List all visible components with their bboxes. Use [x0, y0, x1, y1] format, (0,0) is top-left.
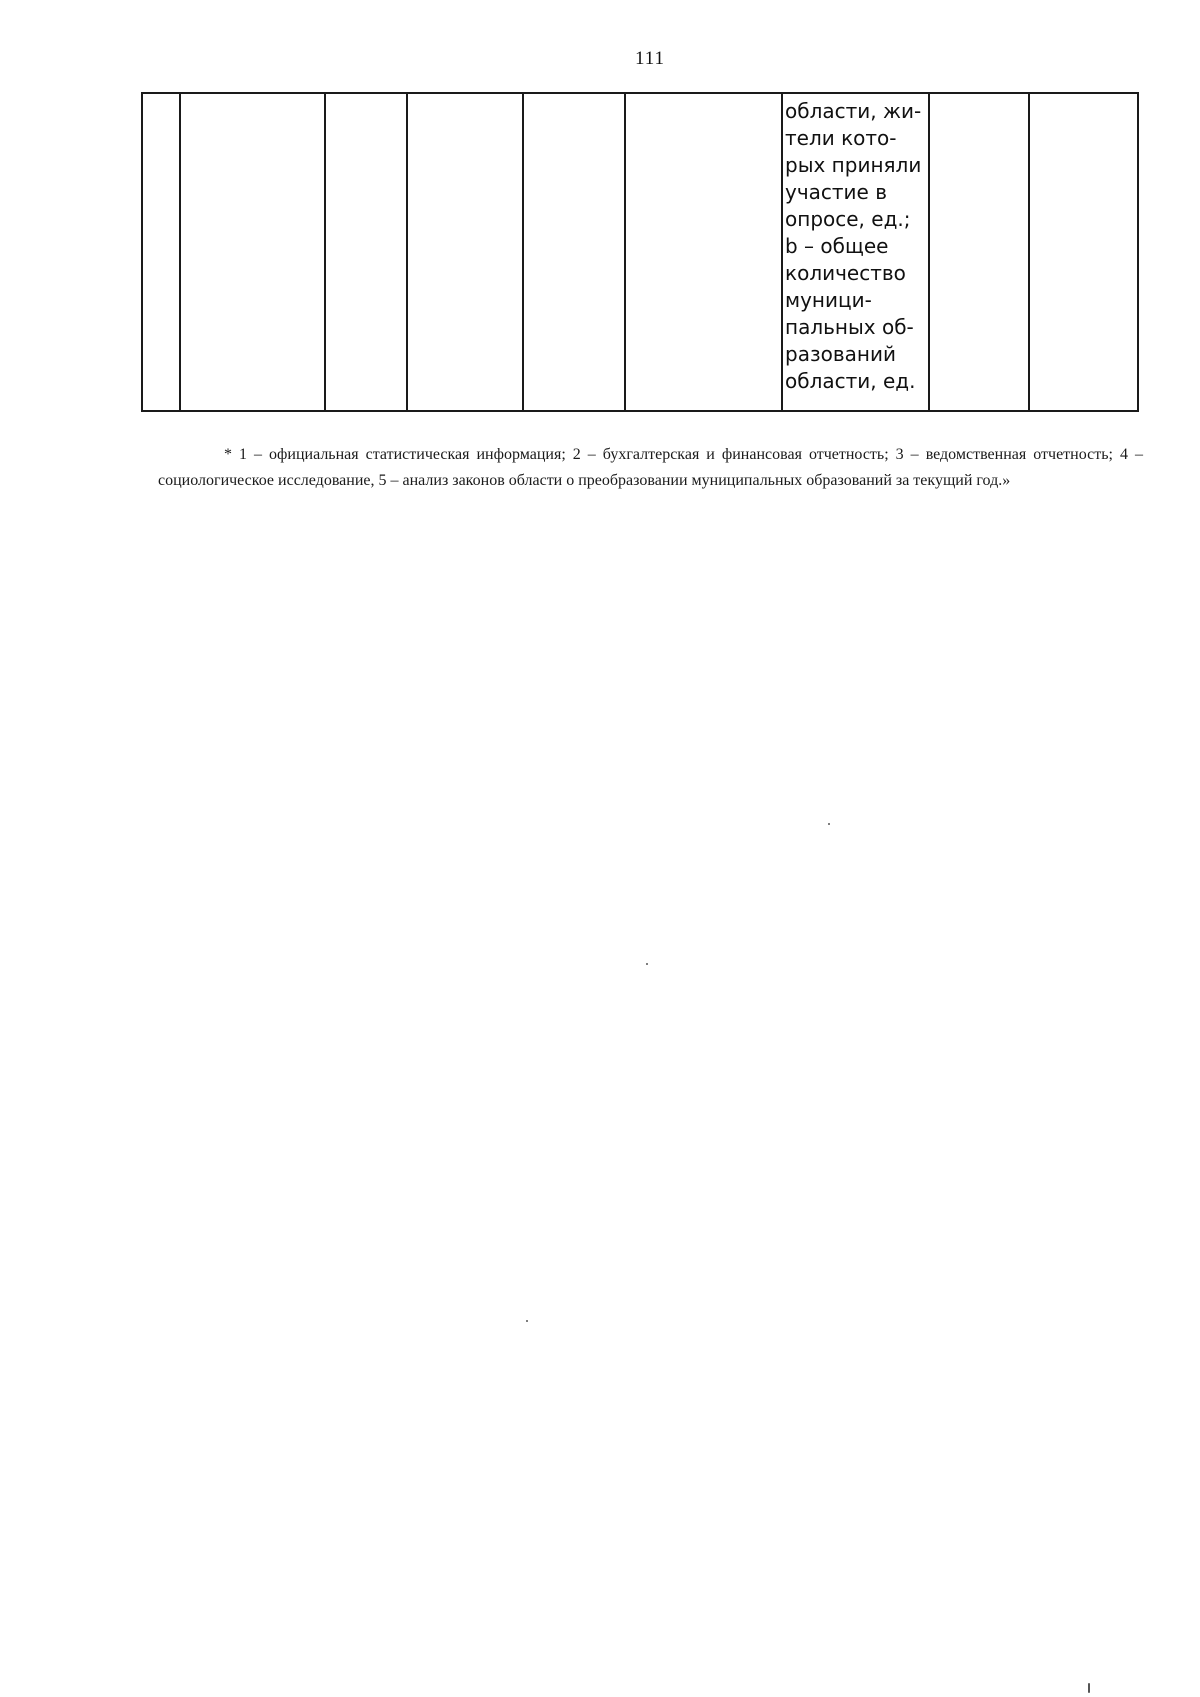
- table-cell-4: [407, 93, 523, 411]
- table-cell-2: [180, 93, 325, 411]
- table-cell-8: [929, 93, 1029, 411]
- table-cell-6: [625, 93, 782, 411]
- scan-speck: [646, 963, 648, 965]
- table-cell-9: [1029, 93, 1138, 411]
- table-row: [142, 93, 1138, 411]
- page-number: 111: [634, 48, 666, 69]
- footnote-text: * 1 – официальная статистическая информация; 2 – бухгалтерская и финансовая отчетность; 3 – ведомственная отчетность; 4 – социологическое исследование, 5 – анализ законов области о преобразовании муниципальных образований за текущий год.»: [158, 446, 1143, 489]
- footnote: [158, 442, 1143, 494]
- table-cell-1: [142, 93, 180, 411]
- scan-speck: [526, 1320, 528, 1322]
- data-table: [141, 92, 1139, 412]
- scan-speck: [828, 823, 830, 825]
- scan-speck: [1088, 1683, 1090, 1693]
- table-cell-indicator-text: области, жи- тели кото- рых приняли участие в опросе, ед.; b – общее количество муници- пальных об- разований области, ед.: [782, 93, 929, 411]
- table-cell-3: [325, 93, 407, 411]
- table-cell-5: [523, 93, 625, 411]
